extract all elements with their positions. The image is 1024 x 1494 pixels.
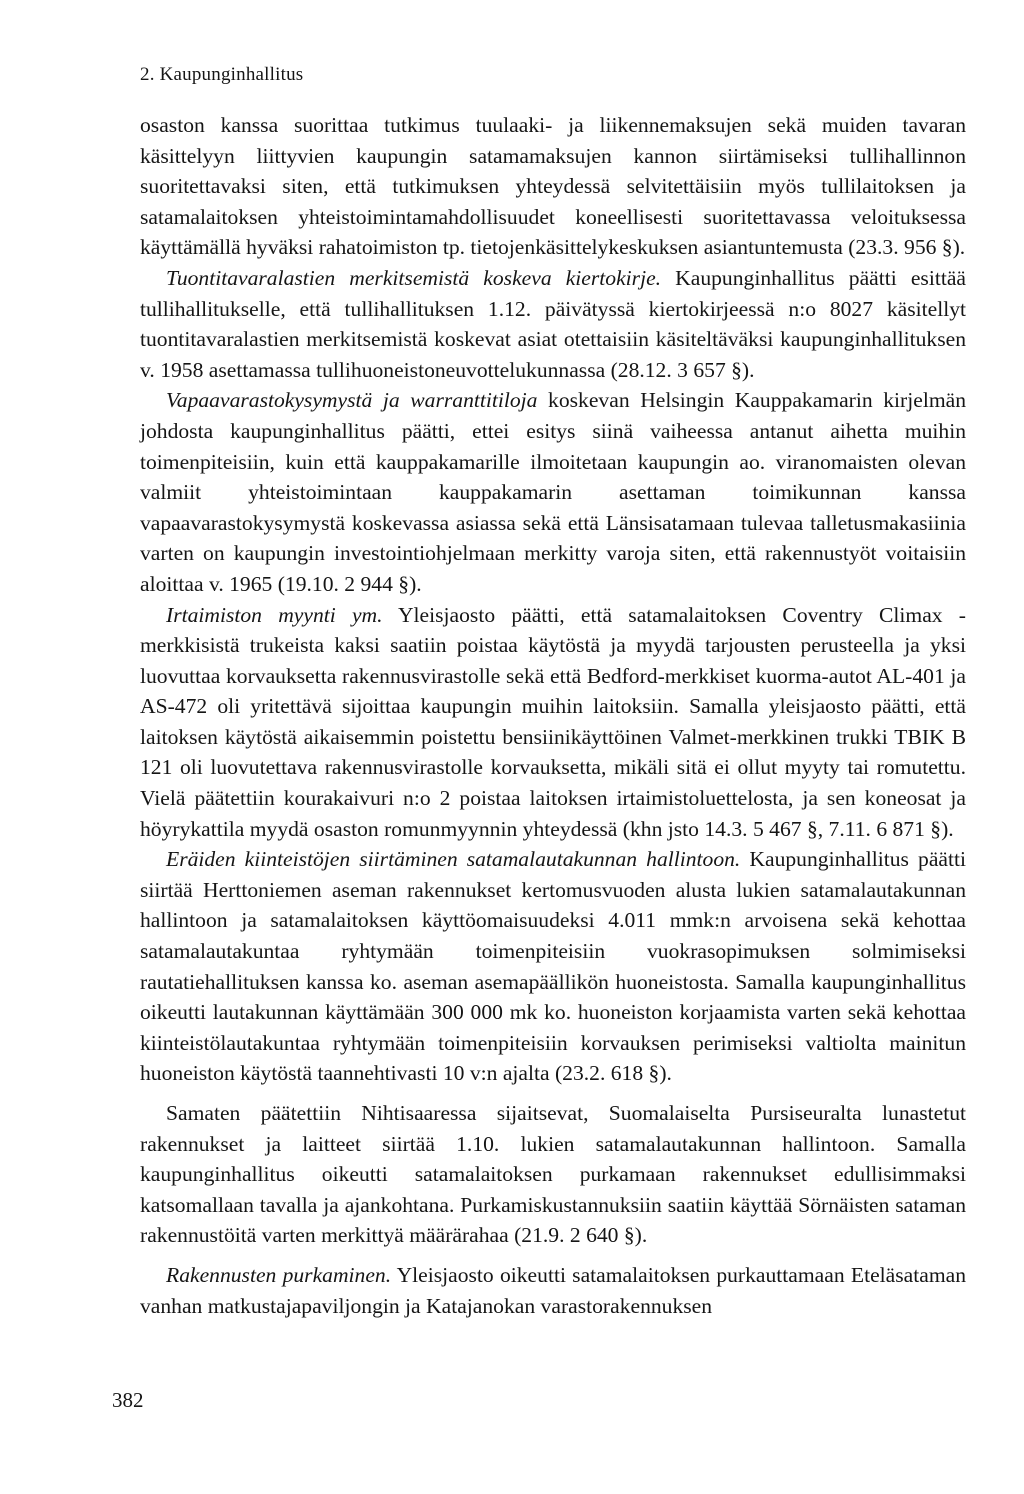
- paragraph: [140, 385, 966, 599]
- page-number: 382: [112, 1388, 144, 1412]
- paragraph: [140, 844, 966, 1089]
- paragraph-text: Kaupunginhallitus päätti siirtää Herttoniemen aseman rakennukset kertomusvuoden alusta lukien satamalautakunnan hallintoon ja satamalaitoksen käyttöomaisuudeksi 4.011 mmk:n arvoisena sekä kehottaa satamalautakuntaa ryhtymään toimenpiteisiin vuokrasopimuksen solmimiseksi rautatiehallituksen kanssa ko. aseman asemapäällikön huoneistosta. Samalla kaupunginhallitus oikeutti lautakunnan käyttämään 300 000 mk ko. huoneiston korjaamista varten sekä kehottaa kiinteistölautakuntaa ryhtymään toimenpiteisiin korvauksen perimiseksi valtiolta mainitun huoneiston käytöstä taannehtivasti 10 v:n ajalta (23.2. 618 §).: [140, 847, 966, 1086]
- running-head: 2. Kaupunginhallitus: [140, 64, 304, 85]
- paragraph-text: Yleisjaosto oikeutti satamalaitoksen purkauttamaan Eteläsataman vanhan matkustajapaviljongin ja Katajanokan varastorakennuksen: [140, 1262, 966, 1318]
- paragraph: [140, 110, 966, 263]
- paragraph: [140, 1098, 966, 1251]
- paragraph-heading: Rakennusten purkaminen.: [166, 1262, 392, 1287]
- paragraph-text: Kaupunginhallitus päätti esittää tullihallitukselle, että tullihallituksen 1.12. päivätyssä kiertokirjeessä n:o 8027 käsitellyt tuontitavaralastien merkitsemistä koskevat asiat otettaisiin käsiteltäväksi kaupunginhallituksen v. 1958 asettamassa tullihuoneistoneuvottelukunnassa (28.12. 3 657 §).: [140, 265, 966, 382]
- paragraph-heading: Eräiden kiinteistöjen siirtäminen satamalautakunnan hallintoon.: [166, 847, 741, 872]
- paragraph: [140, 600, 966, 845]
- paragraph-text: Samaten päätettiin Nihtisaaressa sijaitsevat, Suomalaiselta Pursiseuralta lunastetut rakennukset ja laitteet siirtää 1.10. lukien satamalautakunnan hallintoon. Samalla kaupunginhallitus oikeutti satamalaitoksen purkamaan rakennukset edullisimmaksi katsomallaan tavalla ja ajankohtana. Purkamiskustannuksiin saatiin käyttää Sörnäisten sataman rakennustöitä varten merkittyä määrärahaa (21.9. 2 640 §).: [140, 1101, 966, 1248]
- paragraph-text: Yleisjaosto päätti, että satamalaitoksen Coventry Climax -merkkisistä trukeista kaksi saatiin poistaa käytöstä ja myydä tarjousten perusteella ja yksi luovuttaa korvauksetta rakennusvirastolle sekä että Bedford-merkkiset kuorma-autot AL-401 ja AS-472 oli yritettävä sijoittaa kaupungin muihin laitoksiin. Samalla yleisjaosto päätti, että laitoksen käytöstä aikaisemmin poistettu bensiinikäyttöinen Valmet-merkkinen trukki TBIK B 121 oli luovutettava rakennusvirastolle korvauksetta, mikäli sitä ei ollut myyty tai romutettu. Vielä päätettiin kourakaivuri n:o 2 poistaa laitoksen irtaimistoluettelosta, ja sen koneosat ja höyrykattila myydä osaston romunmyynnin yhteydessä (khn jsto 14.3. 5 467 §, 7.11. 6 871 §).: [140, 602, 966, 841]
- body-text: [140, 110, 966, 1321]
- paragraph-text: koskevan Helsingin Kauppakamarin kirjelmän johdosta kaupunginhallitus päätti, ettei esitys siinä vaiheessa antanut aihetta muihin toimenpiteisiin, kuin että kauppakamarille ilmoitetaan kaupungin ao. viranomaisten olevan valmiit yhteistoimintaan kauppakamarin asettaman toimikunnan kanssa vapaavarastokysymystä koskevassa asiassa sekä että Länsisatamaan tulevaa talletusmakasiinia varten on kaupungin investointiohjelmaan merkitty varoja siten, että rakennustyöt voitaisiin aloittaa v. 1965 (19.10. 2 944 §).: [140, 388, 966, 596]
- paragraph-heading: Irtaimiston myynti ym.: [166, 602, 383, 627]
- paragraph-heading: Vapaavarastokysymystä ja warranttitiloja: [166, 388, 538, 413]
- paragraph: [140, 263, 966, 385]
- paragraph: [140, 1260, 966, 1321]
- paragraph-text: osaston kanssa suorittaa tutkimus tuulaaki- ja liikennemaksujen sekä muiden tavaran käsittelyyn liittyvien kaupungin satamamaksujen kannon siirtämiseksi tullihallinnon suoritettavaksi siten, että tutkimuksen yhteydessä selvitettäisiin myös tullilaitoksen ja satamalaitoksen yhteistoimintamahdollisuudet koneellisesti suoritettavassa veloituksessa käyttämällä hyväksi rahatoimiston tp. tietojenkäsittelykeskuksen asiantuntemusta (23.3. 956 §).: [140, 113, 966, 260]
- paragraph-heading: Tuontitavaralastien merkitsemistä koskeva kiertokirje.: [166, 265, 662, 290]
